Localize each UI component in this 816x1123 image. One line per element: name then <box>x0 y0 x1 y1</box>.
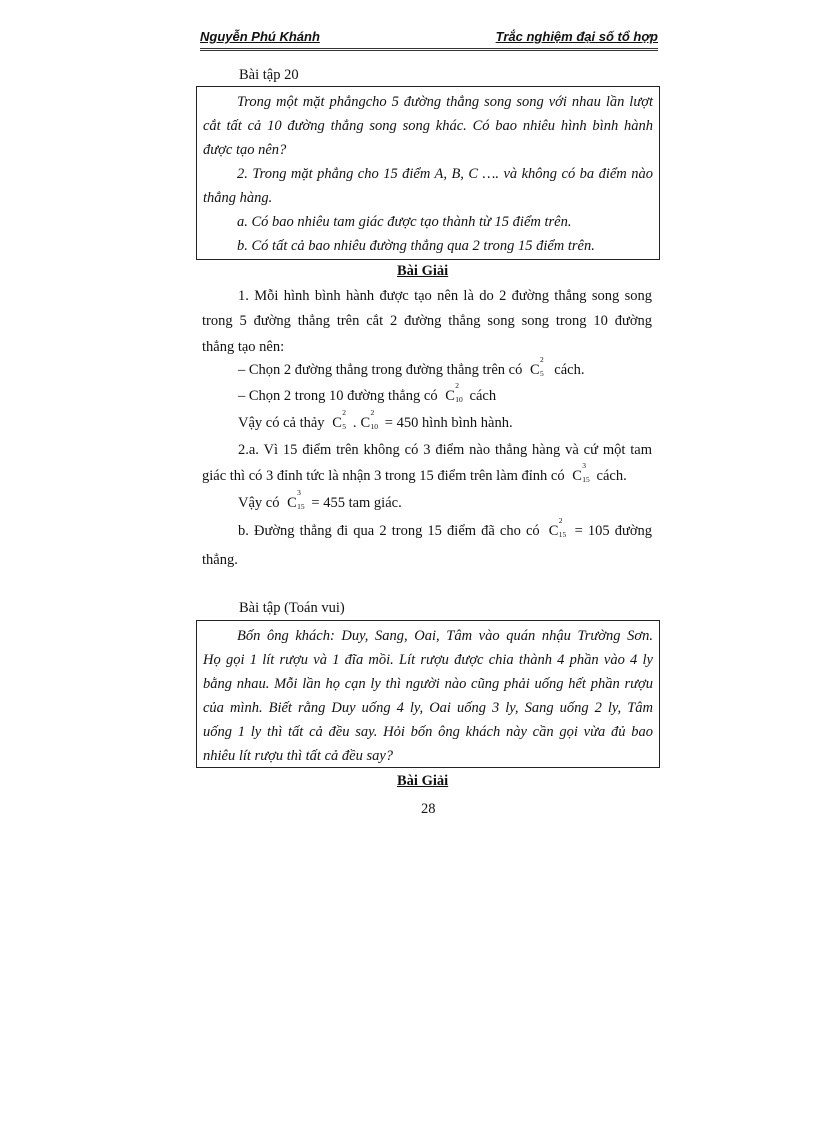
author-name: Nguyễn Phú Khánh <box>200 29 320 44</box>
combination-c-15-3: C 3 15 <box>287 488 305 511</box>
text: cách <box>469 388 497 404</box>
solution-line <box>238 381 497 405</box>
solution-line: thẳng. <box>202 552 238 568</box>
fun-exercise-box <box>196 620 660 768</box>
combination-c-10-2: C 2 10 <box>445 381 463 404</box>
text: . <box>352 415 357 431</box>
text: Vậy có <box>238 495 280 511</box>
solution-line <box>238 408 513 432</box>
exercise-line: b. Có tất cả bao nhiêu đường thẳng qua 2 trong 15 điểm trên. <box>237 238 595 254</box>
solution-line: 2.a. Vì 15 điểm trên không có 3 điểm nào thẳng hàng và cứ một tam <box>238 442 652 458</box>
page-number: 28 <box>421 801 436 817</box>
solution-line <box>202 461 627 485</box>
exercise-line: nhiêu lít rượu thì tất cả đều say? <box>203 748 394 764</box>
text: – Chọn 2 đường thẳng trong đường thẳng trên có <box>238 362 523 378</box>
book-subject: Trắc nghiệm đại số tổ hợp <box>495 29 658 44</box>
combination-c-15-3: C 3 15 <box>572 461 590 484</box>
solution-line <box>238 355 585 379</box>
solution-line <box>238 516 652 540</box>
solution-line: thẳng tạo nên: <box>202 339 285 355</box>
combination-c-5-2: C 2 5 <box>530 355 544 378</box>
text: = 105 đường <box>574 523 652 539</box>
text: cách. <box>596 468 627 484</box>
exercise-line: 2. Trong mặt phẳng cho 15 điểm A, B, C …. và không có ba điểm nào <box>237 166 653 182</box>
text: = 455 tam giác. <box>311 495 402 511</box>
exercise-20-title: Bài tập 20 <box>239 67 299 83</box>
solution-line: 1. Mỗi hình bình hành được tạo nên là do 2 đường thẳng song song <box>238 288 652 304</box>
text: b. Đường thẳng đi qua 2 trong 15 điểm đã cho có <box>238 523 540 539</box>
fun-exercise-title: Bài tập (Toán vui) <box>239 600 345 616</box>
page-header <box>200 28 658 51</box>
combination-c-10-2: C 2 10 <box>360 408 378 431</box>
combination-c-15-2: C 2 15 <box>548 516 567 539</box>
solution-line: trong 5 đường thẳng trên cắt 2 đường thẳng song song trong 10 đường <box>202 313 652 329</box>
exercise-line: của mình. Biết rằng Duy uống 4 ly, Oai uống 3 ly, Sang uống 2 ly, Tâm <box>203 700 653 716</box>
exercise-line: thẳng hàng. <box>203 190 273 206</box>
exercise-line: Họ gọi 1 lít rượu và 1 đĩa mồi. Lít rượu được chia thành 4 phần vào 4 ly <box>203 652 653 668</box>
exercise-line: Trong một mặt phẳngcho 5 đường thẳng song song với nhau lần lượt <box>237 94 653 110</box>
exercise-line: a. Có bao nhiêu tam giác được tạo thành từ 15 điểm trên. <box>237 214 572 230</box>
exercise-20-box <box>196 86 660 260</box>
exercise-line: cắt tất cả 10 đường thẳng song song khác. Có bao nhiêu hình bình hành <box>203 118 653 134</box>
exercise-line: được tạo nên? <box>203 142 287 158</box>
combination-c-5-2: C 2 5 <box>332 408 346 431</box>
solution-heading: Bài Giải <box>397 773 449 789</box>
exercise-line: uống 1 ly thì tất cả đều say. Hỏi bốn ông khách này cần gọi vừa đủ bao <box>203 724 653 740</box>
text: = 450 hình bình hành. <box>384 415 513 431</box>
text: cách. <box>554 362 585 378</box>
text: – Chọn 2 trong 10 đường thẳng có <box>238 388 438 404</box>
solution-line <box>238 488 402 512</box>
text: Vậy có cả thảy <box>238 415 325 431</box>
text: giác thì có 3 đỉnh tức là nhận 3 trong 15 điểm trên làm đỉnh có <box>202 468 565 484</box>
solution-heading: Bài Giải <box>397 263 449 279</box>
exercise-line: bằng nhau. Mỗi lần họ cạn ly thì người nào cũng phải uống hết phần rượu <box>203 676 653 692</box>
exercise-line: Bốn ông khách: Duy, Sang, Oai, Tâm vào quán nhậu Trường Sơn. <box>237 628 653 644</box>
